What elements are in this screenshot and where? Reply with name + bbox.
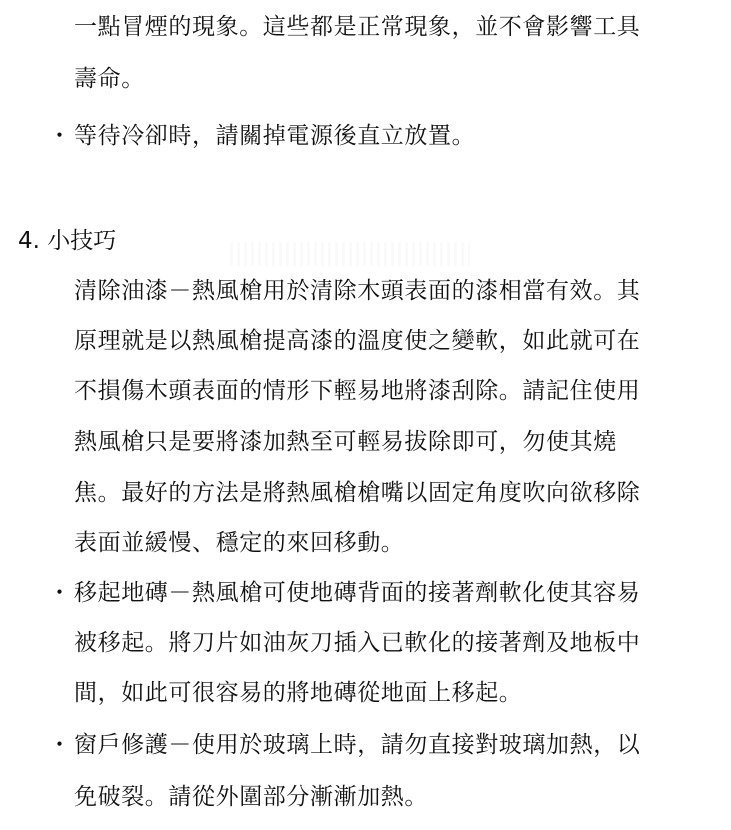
cooling-bullet-mark: ・ — [48, 123, 71, 149]
paint-line-2: 原理就是以熱風槍提高漆的溫度使之變軟，如此就可在 — [74, 328, 641, 354]
paint-line-6: 表面並緩慢、穩定的來回移動。 — [74, 530, 405, 556]
paint-line-3: 不損傷木頭表面的情形下輕易地將漆刮除。請記住使用 — [74, 378, 641, 404]
intro-line-2: 壽命。 — [74, 66, 145, 92]
tile-bullet-mark: ・ — [48, 580, 71, 606]
scan-artifact — [230, 242, 470, 266]
tile-line-2: 被移起。將刀片如油灰刀插入已軟化的接著劑及地板中 — [74, 630, 641, 656]
tile-line-1: 移起地磚－熱風槍可使地磚背面的接著劑軟化使其容易 — [74, 580, 641, 606]
section-number: 4. — [18, 228, 40, 254]
window-line-2: 免破裂。請從外圍部分漸漸加熱。 — [74, 784, 428, 810]
section-title: 小技巧 — [47, 228, 117, 254]
section-heading — [18, 226, 116, 256]
cooling-bullet-text: 等待冷卻時，請關掉電源後直立放置。 — [74, 123, 476, 149]
paint-line-5: 焦。最好的方法是將熱風槍槍嘴以固定角度吹向欲移除 — [74, 480, 641, 506]
paint-line-4: 熱風槍只是要將漆加熱至可輕易拔除即可，勿使其燒 — [74, 429, 617, 455]
window-line-1: 窗戶修護－使用於玻璃上時，請勿直接對玻璃加熱，以 — [74, 732, 641, 758]
intro-line-1: 一點冒煙的現象。這些都是正常現象，並不會影響工具 — [74, 14, 641, 40]
paint-line-1: 清除油漆－熱風槍用於清除木頭表面的漆相當有效。其 — [74, 278, 641, 304]
tile-line-3: 間，如此可很容易的將地磚從地面上移起。 — [74, 680, 523, 706]
window-bullet-mark: ・ — [48, 732, 71, 758]
